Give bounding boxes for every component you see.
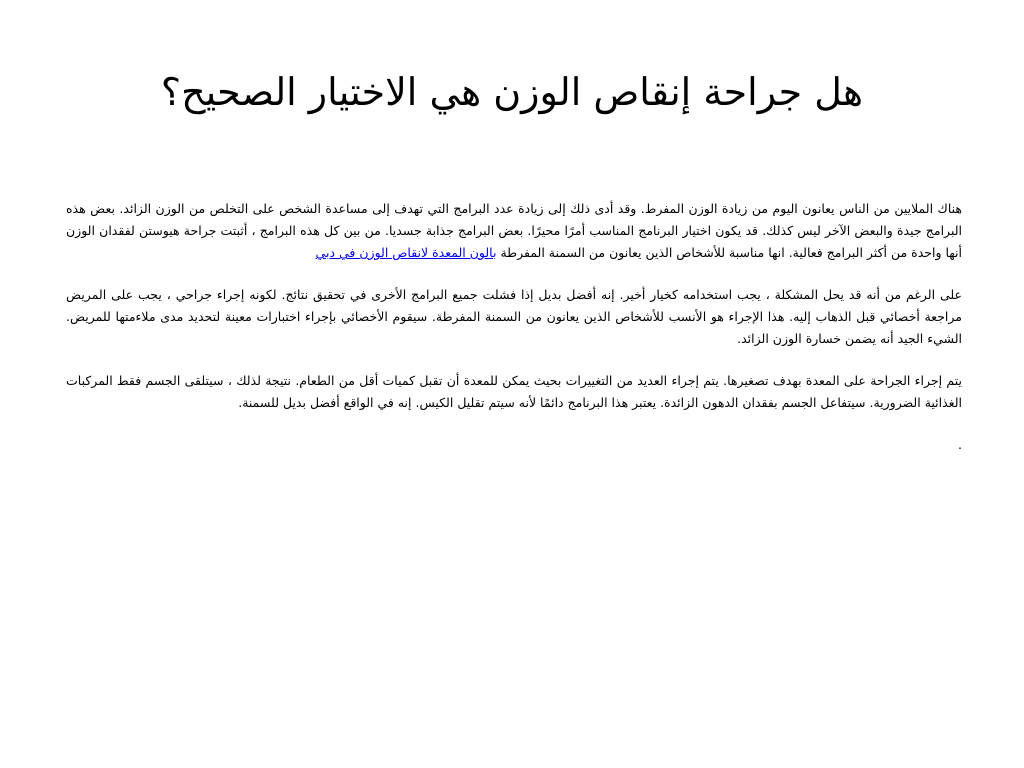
trailing-period: . xyxy=(958,437,962,452)
paragraph-2 xyxy=(66,284,962,350)
article-body xyxy=(66,198,962,456)
paragraph-2-text: على الرغم من أنه قد يحل المشكلة ، يجب استخدامه كخيار أخير. إنه أفضل بديل إذا فشلت جميع البرامج الأخرى في تحقيق نتائج. لكونه إجراء جراحي ، يجب على المريض مراجعة أخصائي قبل الذهاب إليه. هذا الإجراء هو الأنسب للأشخاص الذين يعانون من السمنة المفرطة. سيقوم الأخصائي بإجراء اختبارات معينة لتحديد مدى ملاءمتها للمريض. الشيء الجيد أنه يضمن خسارة الوزن الزائد. xyxy=(66,287,962,346)
paragraph-1 xyxy=(66,198,962,264)
page-title: هل جراحة إنقاص الوزن هي الاختيار الصحيح؟ xyxy=(160,70,864,114)
gastric-balloon-dubai-link[interactable]: بالون المعدة لانقاص الوزن في دبي xyxy=(315,245,497,260)
paragraph-3 xyxy=(66,370,962,414)
paragraph-1-text: هناك الملايين من الناس يعانون اليوم من زيادة الوزن المفرط. وقد أدى ذلك إلى زيادة عدد البرامج التي تهدف إلى مساعدة الشخص على التخلص من الوزن الزائد. بعض هذه البرامج جيدة والبعض الآخر ليس كذلك. قد يكون اختيار البرنامج المناسب أمرًا محيرًا. بعض البرامج جذابة جسديا. من بين كل هذه البرامج ، أثبتت جراحة هيوستن لفقدان الوزن أنها واحدة من أكثر البرامج فعالية. انها مناسبة للأشخاص الذين يعانون من السمنة المفرطة xyxy=(66,201,962,260)
paragraph-3-text: يتم إجراء الجراحة على المعدة بهدف تصغيرها. يتم إجراء العديد من التغييرات بحيث يمكن للمعدة أن تقبل كميات أقل من الطعام. نتيجة لذلك ، سيتلقى الجسم فقط المركبات الغذائية الضرورية. سيتفاعل الجسم بفقدان الدهون الزائدة. يعتبر هذا البرنامج دائمًا لأنه سيتم تقليل الكيس. إنه في الواقع أفضل بديل للسمنة. xyxy=(66,373,962,410)
